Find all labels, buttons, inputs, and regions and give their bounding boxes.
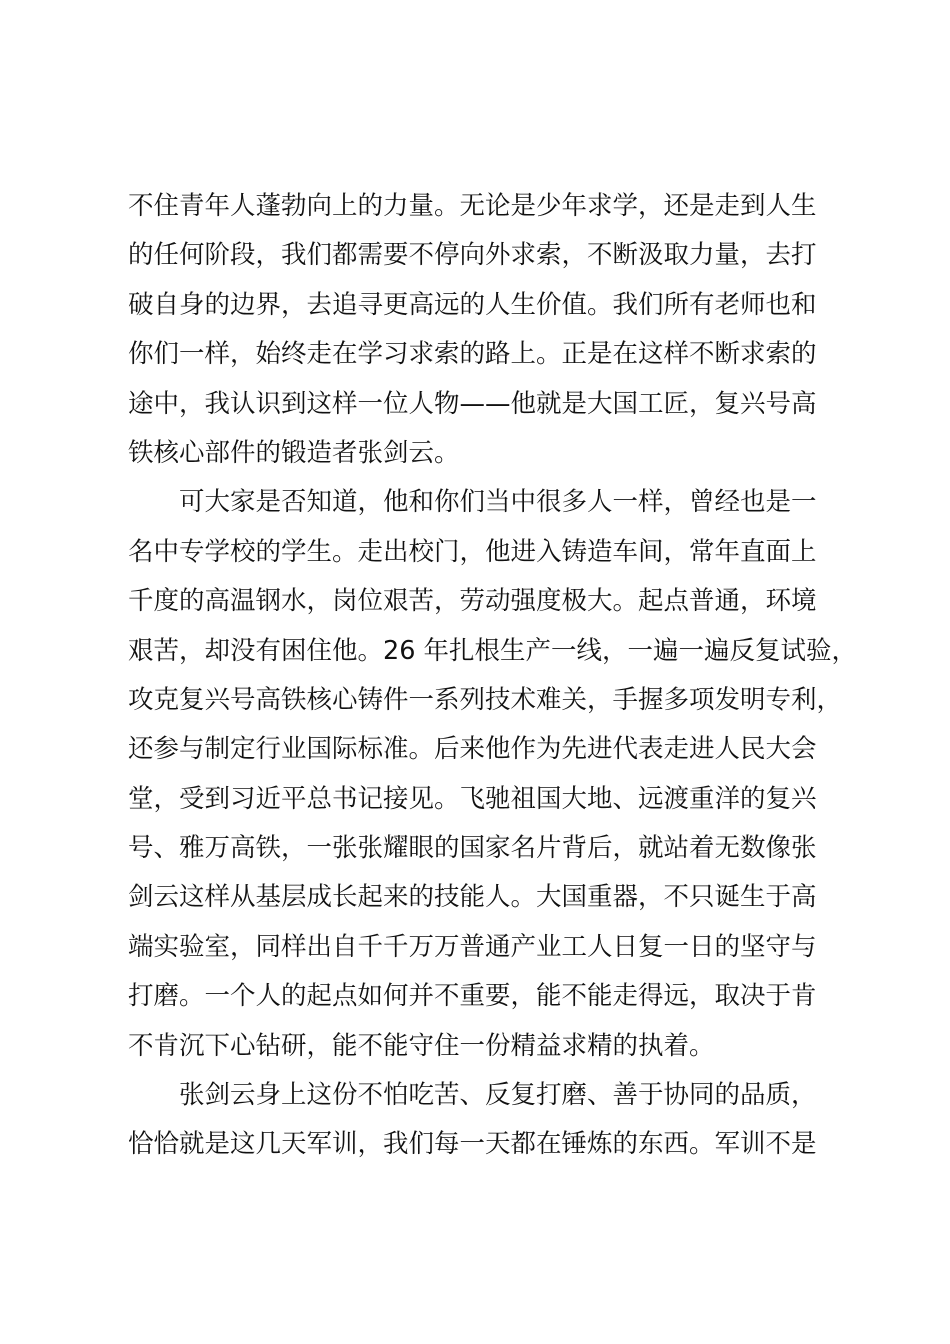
text-line: 的任何阶段，我们都需要不停向外求索，不断汲取力量，去打 — [128, 240, 817, 271]
text-line: 千度的高温钢水，岗位艰苦，劳动强度极大。起点普通，环境 — [128, 586, 817, 617]
text-line: 号、雅万高铁，一张张耀眼的国家名片背后，就站着无数像张 — [128, 833, 817, 864]
paragraph-first-line: 可大家是否知道，他和你们当中很多人一样，曾经也是一 — [179, 487, 817, 518]
text-line: 破自身的边界，去追寻更高远的人生价值。我们所有老师也和 — [128, 289, 817, 320]
text-line: 名中专学校的学生。走出校门，他进入铸造车间，常年直面上 — [128, 536, 817, 567]
text-line: 不住青年人蓬勃向上的力量。无论是少年求学，还是走到人生 — [128, 191, 817, 221]
text-line: 堂，受到习近平总书记接见。飞驰祖国大地、远渡重洋的复兴 — [128, 783, 817, 814]
text-line: 艰苦，却没有困住他。26 年扎根生产一线，一遍一遍反复试验， — [128, 635, 858, 666]
text-line: 还参与制定行业国际标准。后来他作为先进代表走进人民大会 — [128, 734, 817, 765]
text-line: 铁核心部件的锻造者张剑云。 — [128, 437, 460, 468]
paragraph-first-line: 张剑云身上这份不怕吃苦、反复打磨、善于协同的品质， — [179, 1080, 817, 1111]
text-line: 打磨。一个人的起点如何并不重要，能不能走得远，取决于肯 — [128, 981, 817, 1012]
text-line: 你们一样，始终走在学习求索的路上。正是在这样不断求索的 — [128, 339, 817, 370]
text-line: 恰恰就是这几天军训，我们每一天都在锤炼的东西。军训不是 — [128, 1129, 817, 1160]
text-line: 不肯沉下心钻研，能不能守住一份精益求精的执着。 — [128, 1030, 715, 1061]
text-line: 攻克复兴号高铁核心铸件一系列技术难关，手握多项发明专利， — [128, 684, 843, 715]
text-line: 剑云这样从基层成长起来的技能人。大国重器，不只诞生于高 — [128, 882, 817, 913]
body-text — [128, 182, 858, 1170]
text-line: 端实验室，同样出自千千万万普通产业工人日复一日的坚守与 — [128, 931, 817, 962]
text-line: 途中，我认识到这样一位人物——他就是大国工匠，复兴号高 — [128, 388, 817, 419]
